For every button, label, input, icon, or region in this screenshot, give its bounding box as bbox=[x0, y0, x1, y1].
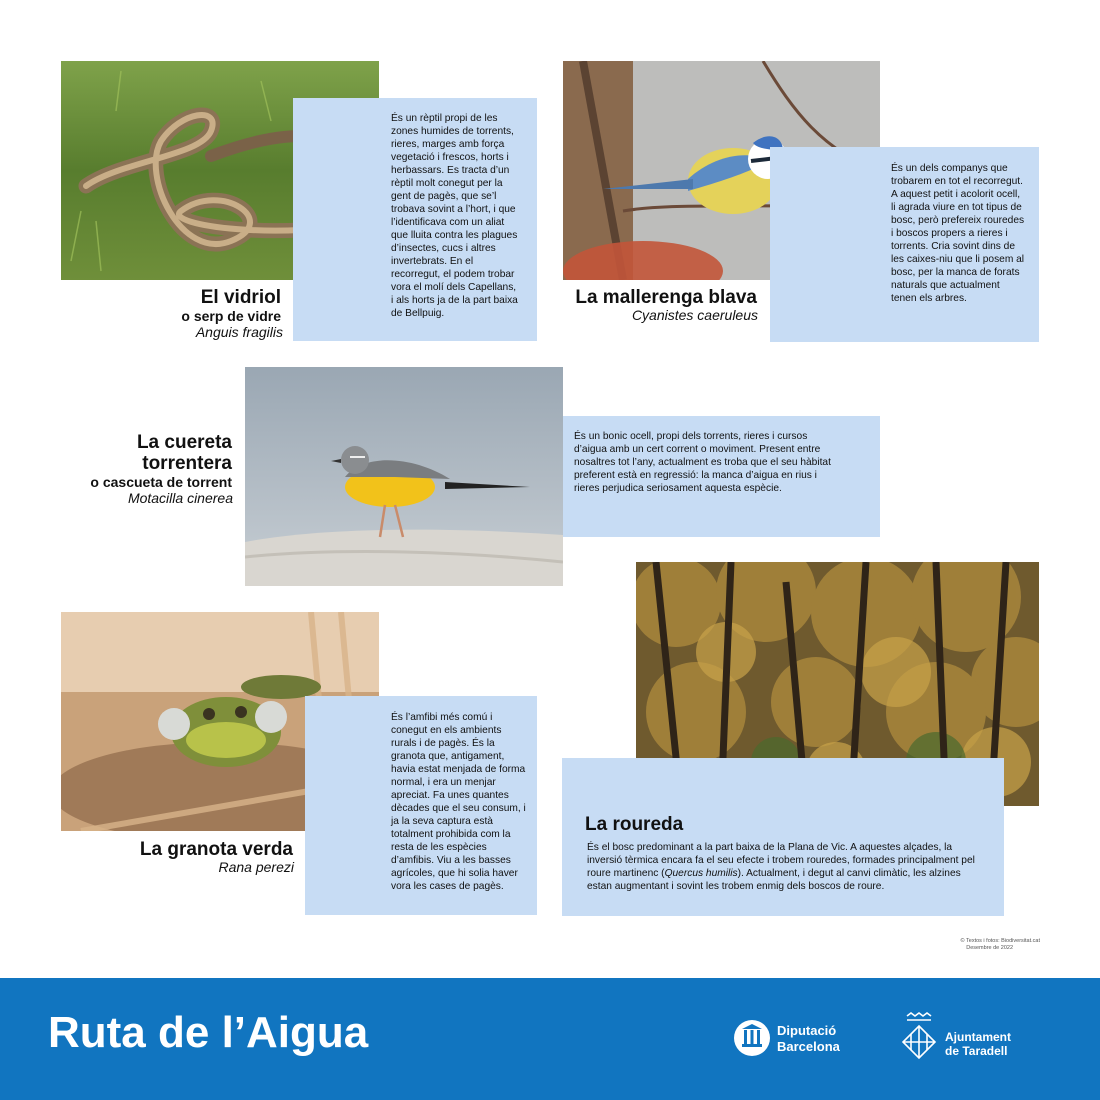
cuereta-subtitle: o cascueta de torrent bbox=[90, 474, 232, 490]
taradell-logo-line2: de Taradell bbox=[945, 1044, 1008, 1058]
footer-title: Ruta de l’Aigua bbox=[48, 1008, 369, 1057]
mallerenga-title: La mallerenga blava bbox=[575, 287, 757, 308]
roureda-description-text-end: ). Actualment, i degut al canvi climàtic, les alzines estan augmentant i sovint les trobem enmig dels boscos de roure. bbox=[587, 868, 961, 892]
roureda-title: La roureda bbox=[585, 814, 684, 835]
vidriol-description: És un rèptil propi de les zones humides de torrents, rieres, marges amb força vegetació i frescos, horts i herbassars. Es tracta d’un rèptil molt conegut per la gent de pagès, que se’l trobava sovint a l’hort, i que l’identificava com un aliat que lluita contra les plagues d’insectes, cucs i altres invertebrats. En el recorregut, el podem trobar vora el molí dels Capellans, i als horts ja de la part baixa de Bellpuig. bbox=[391, 113, 518, 319]
granota-title: La granota verda bbox=[139, 839, 293, 860]
diputacio-barcelona-logo-icon bbox=[733, 1019, 771, 1057]
cuereta-latin-name: Motacilla cinerea bbox=[127, 490, 233, 506]
granota-latin-name: Rana perezi bbox=[218, 859, 294, 875]
diputacio-logo-line1: Diputació bbox=[777, 1023, 837, 1038]
roureda-description-latin: Quercus humilis bbox=[664, 868, 738, 879]
cuereta-description: És un bonic ocell, propi dels torrents, rieres i cursos d’aigua amb un cert corrent o moviment. Present entre nosaltres tot l’any, actualment es troba que el seu hàbitat preferent està en regressió: la manca d’aigua en rius i rieres perjudica seriosament aquesta espècie. bbox=[574, 431, 831, 494]
credit-line-1: © Textos i fotos: Biodiversitat.cat bbox=[960, 938, 1040, 944]
photo-grey-wagtail bbox=[245, 367, 563, 586]
roureda-description bbox=[587, 841, 987, 893]
vidriol-latin-name: Anguis fragilis bbox=[195, 324, 283, 340]
mallerenga-description: És un dels companys que trobarem en tot el recorregut. A aquest petit i acolorit ocell, li agrada viure en tot tipus de bosc, però prefereix rouredes i boscos propers a rieres i torrents. Cria sovint dins de les caixes-niu que li posem al bosc, per la manca de forats naturals que actualment tenen els arbres. bbox=[891, 163, 1025, 304]
taradell-logo-line1: Ajuntament bbox=[945, 1030, 1011, 1044]
diputacio-logo-line2: Barcelona bbox=[777, 1039, 840, 1054]
vidriol-title: El vidriol bbox=[200, 287, 281, 308]
mallerenga-latin-name: Cyanistes caeruleus bbox=[631, 307, 758, 323]
taradell-shield-icon bbox=[899, 1012, 939, 1066]
cuereta-title-line1: La cuereta bbox=[136, 432, 232, 453]
credit-line-2: Desembre de 2022 bbox=[966, 945, 1013, 951]
granota-description: És l’amfibi més comú i conegut en els ambients rurals i de pagès. És la granota que, antigament, havia estat menjada de forma normal, i era un menjar apreciat. Fa unes quantes dècades que el seu consum, i ja la seva captura està totalment prohibida com la resta de les espècies d’amfibis. Viu a les basses agrícoles, que hi solia haver vora les cases de pagès. bbox=[391, 712, 526, 892]
vidriol-subtitle: o serp de vidre bbox=[181, 308, 281, 324]
roureda-description-text: És el bosc predominant a la part baixa de la Plana de Vic. A aquestes alçades, la inversió tèrmica encara fa el seu efecte i trobem rouredes, formades principalment pel roure martinenc ( bbox=[587, 842, 975, 879]
cuereta-title-line2: torrentera bbox=[142, 453, 232, 474]
